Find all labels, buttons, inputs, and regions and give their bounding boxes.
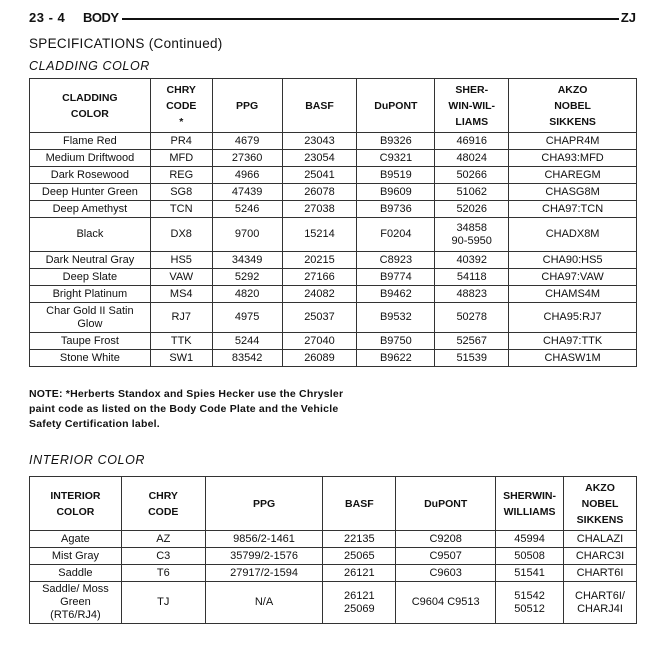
table-row <box>30 303 637 333</box>
table-cell: N/A <box>205 582 323 624</box>
header-cell: BASF <box>323 477 396 531</box>
table-cell: 47439 <box>212 184 282 201</box>
table-cell: 20215 <box>282 252 357 269</box>
table-cell: 51539 <box>435 350 509 367</box>
table-cell: AZ <box>121 531 205 548</box>
table-cell: C9507 <box>396 548 496 565</box>
table-cell: 40392 <box>435 252 509 269</box>
table-cell: CHA97:TCN <box>509 201 637 218</box>
table-cell: TJ <box>121 582 205 624</box>
table-cell: CHALAZI <box>564 531 637 548</box>
header-cell: SHERWIN- WILLIAMS <box>496 477 564 531</box>
table-cell: CHA97:VAW <box>509 269 637 286</box>
table-cell: 24082 <box>282 286 357 303</box>
table-cell: 52026 <box>435 201 509 218</box>
header-cell: CLADDING COLOR <box>30 79 151 133</box>
table-cell: 9856/2-1461 <box>205 531 323 548</box>
table-cell: B9532 <box>357 303 435 333</box>
header-rule <box>122 18 619 20</box>
paint-code-note: NOTE: *Herberts Standox and Spies Hecker use the Chrysler paint code as listed on the Body Code Plate and the Vehicle Safety Certification label. <box>29 388 344 430</box>
table-cell: 15214 <box>282 218 357 252</box>
color-name-cell: Medium Driftwood <box>30 150 151 167</box>
table-cell: 50278 <box>435 303 509 333</box>
table-cell: PR4 <box>150 133 212 150</box>
table-cell: 26089 <box>282 350 357 367</box>
table-cell: 22135 <box>323 531 396 548</box>
color-name-cell: Dark Rosewood <box>30 167 151 184</box>
section-name: BODY <box>83 10 119 25</box>
table-cell: 35799/2-1576 <box>205 548 323 565</box>
header-cell: PPG <box>212 79 282 133</box>
table-cell: C3 <box>121 548 205 565</box>
interior-color-title: INTERIOR COLOR <box>29 453 146 467</box>
color-name-cell: Mist Gray <box>30 548 122 565</box>
color-name-cell: Flame Red <box>30 133 151 150</box>
table-cell: CHART6I <box>564 565 637 582</box>
color-name-cell: Black <box>30 218 151 252</box>
table-cell: T6 <box>121 565 205 582</box>
table-row <box>30 252 637 269</box>
table-cell: C9321 <box>357 150 435 167</box>
table-cell: CHA97:TTK <box>509 333 637 350</box>
color-name-cell: Taupe Frost <box>30 333 151 350</box>
model-code: ZJ <box>620 10 636 25</box>
color-name-cell: Dark Neutral Gray <box>30 252 151 269</box>
table-cell: 5292 <box>212 269 282 286</box>
table-cell: 46916 <box>435 133 509 150</box>
table-cell: B9774 <box>357 269 435 286</box>
table-cell: MFD <box>150 150 212 167</box>
table-row <box>30 218 637 252</box>
table-cell: SW1 <box>150 350 212 367</box>
color-name-cell: Stone White <box>30 350 151 367</box>
table-row <box>30 350 637 367</box>
table-cell: 27917/2-1594 <box>205 565 323 582</box>
header-cell: CHRY CODE * <box>150 79 212 133</box>
table-cell: CHASW1M <box>509 350 637 367</box>
table-row <box>30 286 637 303</box>
page-number: 23 - 4 <box>29 10 66 25</box>
table-cell: TCN <box>150 201 212 218</box>
table-cell: 25037 <box>282 303 357 333</box>
table-cell: RJ7 <box>150 303 212 333</box>
table-cell: 27038 <box>282 201 357 218</box>
interior-header-row <box>30 477 637 531</box>
table-cell: 23054 <box>282 150 357 167</box>
table-row <box>30 269 637 286</box>
table-cell: 5246 <box>212 201 282 218</box>
table-cell: B9519 <box>357 167 435 184</box>
table-cell: CHARC3I <box>564 548 637 565</box>
table-cell: CHA93:MFD <box>509 150 637 167</box>
table-cell: 4966 <box>212 167 282 184</box>
table-cell: 51542 50512 <box>496 582 564 624</box>
table-cell: B9622 <box>357 350 435 367</box>
color-name-cell: Bright Platinum <box>30 286 151 303</box>
table-cell: C9604 C9513 <box>396 582 496 624</box>
table-cell: 27040 <box>282 333 357 350</box>
table-cell: 4820 <box>212 286 282 303</box>
color-name-cell: Saddle <box>30 565 122 582</box>
table-cell: 48024 <box>435 150 509 167</box>
table-row <box>30 201 637 218</box>
table-cell: B9609 <box>357 184 435 201</box>
specifications-title: SPECIFICATIONS (Continued) <box>29 36 223 51</box>
table-cell: MS4 <box>150 286 212 303</box>
table-cell: 4679 <box>212 133 282 150</box>
table-cell: SG8 <box>150 184 212 201</box>
table-cell: 54118 <box>435 269 509 286</box>
table-row <box>30 133 637 150</box>
table-cell: 5244 <box>212 333 282 350</box>
header-cell: AKZO NOBEL SIKKENS <box>564 477 637 531</box>
interior-color-table <box>29 476 637 624</box>
color-name-cell: Deep Slate <box>30 269 151 286</box>
table-cell: B9326 <box>357 133 435 150</box>
table-row <box>30 333 637 350</box>
color-name-cell: Saddle/ Moss Green (RT6/RJ4) <box>30 582 122 624</box>
table-cell: CHAREGM <box>509 167 637 184</box>
header-cell: AKZO NOBEL SIKKENS <box>509 79 637 133</box>
table-cell: 52567 <box>435 333 509 350</box>
header-cell: DuPONT <box>357 79 435 133</box>
header-cell: DuPONT <box>396 477 496 531</box>
header-cell: BASF <box>282 79 357 133</box>
table-cell: 51062 <box>435 184 509 201</box>
table-cell: 4975 <box>212 303 282 333</box>
table-cell: CHASG8M <box>509 184 637 201</box>
color-name-cell: Agate <box>30 531 122 548</box>
table-row <box>30 565 637 582</box>
table-cell: 25041 <box>282 167 357 184</box>
table-cell: CHAPR4M <box>509 133 637 150</box>
table-cell: CHAMS4M <box>509 286 637 303</box>
color-name-cell: Deep Hunter Green <box>30 184 151 201</box>
table-cell: 26078 <box>282 184 357 201</box>
table-cell: 27360 <box>212 150 282 167</box>
table-row <box>30 582 637 624</box>
table-cell: 50508 <box>496 548 564 565</box>
table-cell: CHADX8M <box>509 218 637 252</box>
table-row <box>30 167 637 184</box>
page-header <box>29 10 638 28</box>
table-row <box>30 150 637 167</box>
table-cell: CHART6I/ CHARJ4I <box>564 582 637 624</box>
table-cell: 23043 <box>282 133 357 150</box>
table-cell: CHA90:HS5 <box>509 252 637 269</box>
color-name-cell: Deep Amethyst <box>30 201 151 218</box>
table-cell: TTK <box>150 333 212 350</box>
table-row <box>30 531 637 548</box>
table-cell: VAW <box>150 269 212 286</box>
table-cell: F0204 <box>357 218 435 252</box>
table-cell: C9603 <box>396 565 496 582</box>
table-row <box>30 184 637 201</box>
table-cell: 45994 <box>496 531 564 548</box>
table-cell: B9462 <box>357 286 435 303</box>
cladding-color-table <box>29 78 637 367</box>
color-name-cell: Char Gold II Satin Glow <box>30 303 151 333</box>
cladding-color-title: CLADDING COLOR <box>29 59 150 73</box>
header-cell: CHRY CODE <box>121 477 205 531</box>
table-row <box>30 548 637 565</box>
table-cell: HS5 <box>150 252 212 269</box>
table-cell: 34858 90-5950 <box>435 218 509 252</box>
table-cell: 27166 <box>282 269 357 286</box>
table-cell: B9736 <box>357 201 435 218</box>
table-cell: DX8 <box>150 218 212 252</box>
table-cell: 48823 <box>435 286 509 303</box>
table-cell: C9208 <box>396 531 496 548</box>
table-cell: 34349 <box>212 252 282 269</box>
header-cell: INTERIOR COLOR <box>30 477 122 531</box>
table-cell: C8923 <box>357 252 435 269</box>
table-cell: B9750 <box>357 333 435 350</box>
table-cell: 25065 <box>323 548 396 565</box>
table-cell: 26121 25069 <box>323 582 396 624</box>
cladding-header-row <box>30 79 637 133</box>
header-cell: PPG <box>205 477 323 531</box>
table-cell: 51541 <box>496 565 564 582</box>
table-cell: 26121 <box>323 565 396 582</box>
table-cell: 9700 <box>212 218 282 252</box>
table-cell: 83542 <box>212 350 282 367</box>
table-cell: REG <box>150 167 212 184</box>
table-cell: CHA95:RJ7 <box>509 303 637 333</box>
header-cell: SHER- WIN-WIL- LIAMS <box>435 79 509 133</box>
table-cell: 50266 <box>435 167 509 184</box>
